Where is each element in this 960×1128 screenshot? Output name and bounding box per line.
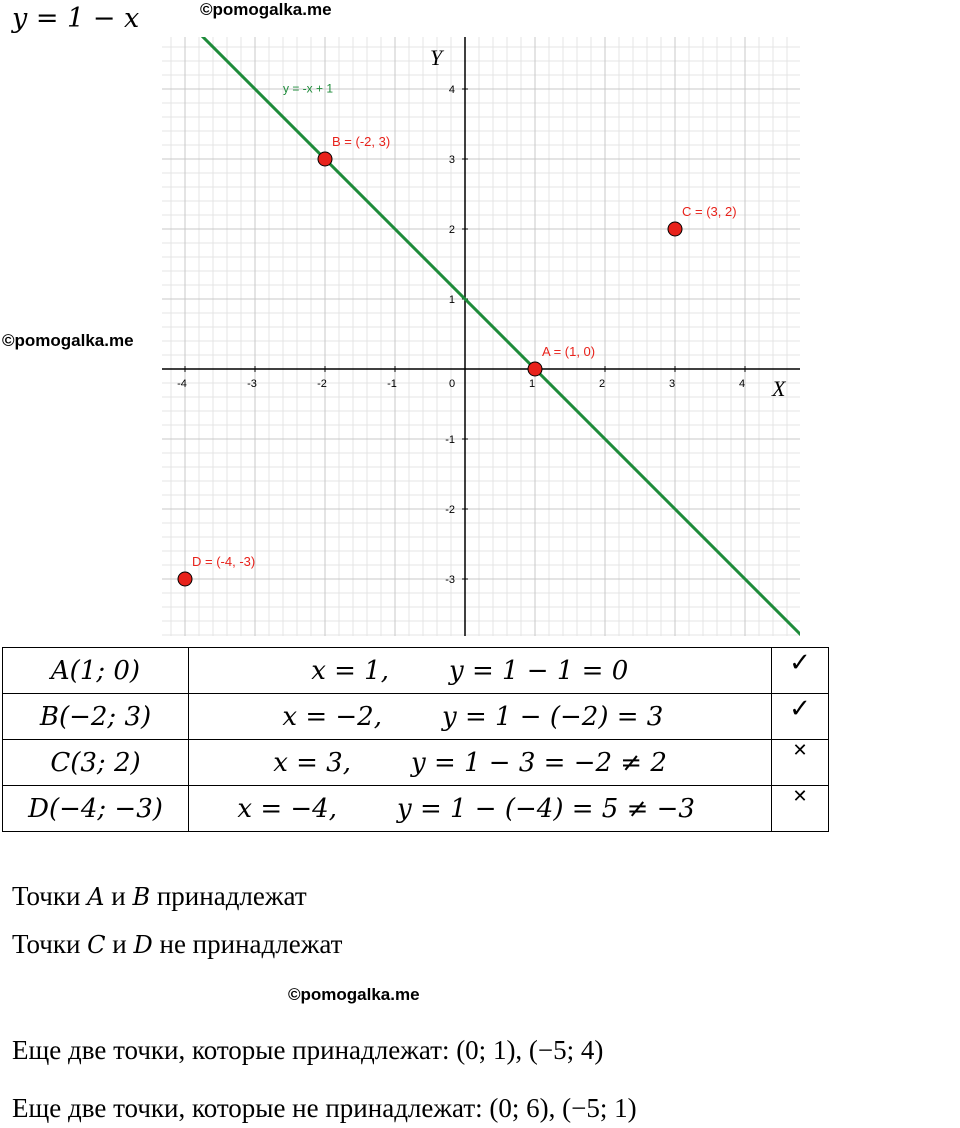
- y-axis-label: Y: [430, 45, 443, 70]
- point-label-d: D = (-4, -3): [192, 554, 256, 569]
- table-row: [3, 740, 829, 786]
- y-tick-label: -2: [445, 504, 455, 516]
- row-point: B(−2; 3): [3, 694, 189, 740]
- point-label-c: C = (3, 2): [682, 204, 737, 219]
- y-tick-label: -3: [445, 574, 455, 586]
- check-table: [2, 647, 829, 832]
- check-icon: ✓: [772, 694, 829, 740]
- cross-icon: ✕: [772, 740, 829, 786]
- point-label-b: B = (-2, 3): [332, 134, 391, 149]
- table-row: [3, 694, 829, 740]
- point-label-a: A = (1, 0): [542, 344, 596, 359]
- text: Точки: [12, 929, 81, 959]
- row-x: x = 1,: [311, 655, 389, 686]
- cross-icon: ✕: [772, 786, 829, 832]
- x-tick-label: 4: [738, 378, 746, 390]
- x-tick-label: 2: [598, 378, 606, 390]
- row-calc: [189, 740, 772, 786]
- row-x: x = 3,: [273, 747, 351, 778]
- page-title: y = 1 − x: [12, 3, 140, 34]
- x-tick-label: -2: [317, 378, 327, 390]
- row-point: C(3; 2): [3, 740, 189, 786]
- x-axis-label: X: [772, 376, 786, 401]
- x-tick-label: -3: [247, 378, 257, 390]
- row-calc: [189, 786, 772, 832]
- point-a: [528, 362, 542, 376]
- row-x: x = −4,: [237, 793, 337, 824]
- function-line-label: y = -x + 1: [283, 81, 334, 96]
- conclusion-belong: [12, 880, 307, 913]
- point-c: C: [87, 931, 106, 959]
- y-tick-label: 2: [448, 224, 455, 236]
- y-tick-label: -1: [445, 434, 455, 446]
- point-d: [178, 572, 192, 586]
- y-tick-label: 4: [448, 84, 455, 96]
- more-not-belong: Еще две точки, которые не принадлежат: (0; 6), (−5; 1): [12, 1093, 637, 1123]
- row-y: y = 1 − (−4) = 5 ≠ −3: [397, 793, 695, 824]
- x-tick-label: 3: [668, 378, 676, 390]
- row-calc: [189, 694, 772, 740]
- table-row: [3, 786, 829, 832]
- text: принадлежат: [156, 881, 307, 911]
- text: Точки: [12, 881, 81, 911]
- point-c: [668, 222, 682, 236]
- row-y: y = 1 − 3 = −2 ≠ 2: [411, 747, 667, 778]
- text: и: [112, 929, 127, 959]
- row-x: x = −2,: [282, 701, 382, 732]
- row-calc: [189, 648, 772, 694]
- watermark-bottom: ©pomogalka.me: [288, 985, 420, 1004]
- watermark-top: ©pomogalka.me: [200, 0, 332, 19]
- more-belong: Еще две точки, которые принадлежат: (0; 1), (−5; 4): [12, 1035, 604, 1065]
- point-d: D: [133, 931, 153, 959]
- watermark-left: ©pomogalka.me: [2, 331, 134, 350]
- conclusion-not-belong: [12, 928, 342, 961]
- text: не принадлежат: [159, 929, 343, 959]
- table-row: [3, 648, 829, 694]
- row-y: y = 1 − 1 = 0: [449, 655, 629, 686]
- check-icon: ✓: [772, 648, 829, 694]
- point-a: A: [87, 883, 105, 911]
- point-b: B: [132, 883, 151, 911]
- x-tick-label: 0: [448, 378, 456, 390]
- y-tick-label: 1: [448, 294, 455, 306]
- row-point: D(−4; −3): [3, 786, 189, 832]
- text: и: [111, 881, 126, 911]
- y-tick-label: 3: [448, 154, 455, 166]
- row-point: A(1; 0): [3, 648, 189, 694]
- row-y: y = 1 − (−2) = 3: [442, 701, 664, 732]
- point-b: [318, 152, 332, 166]
- x-tick-label: 1: [528, 378, 536, 390]
- x-tick-label: -1: [387, 378, 397, 390]
- x-tick-label: -4: [177, 378, 187, 390]
